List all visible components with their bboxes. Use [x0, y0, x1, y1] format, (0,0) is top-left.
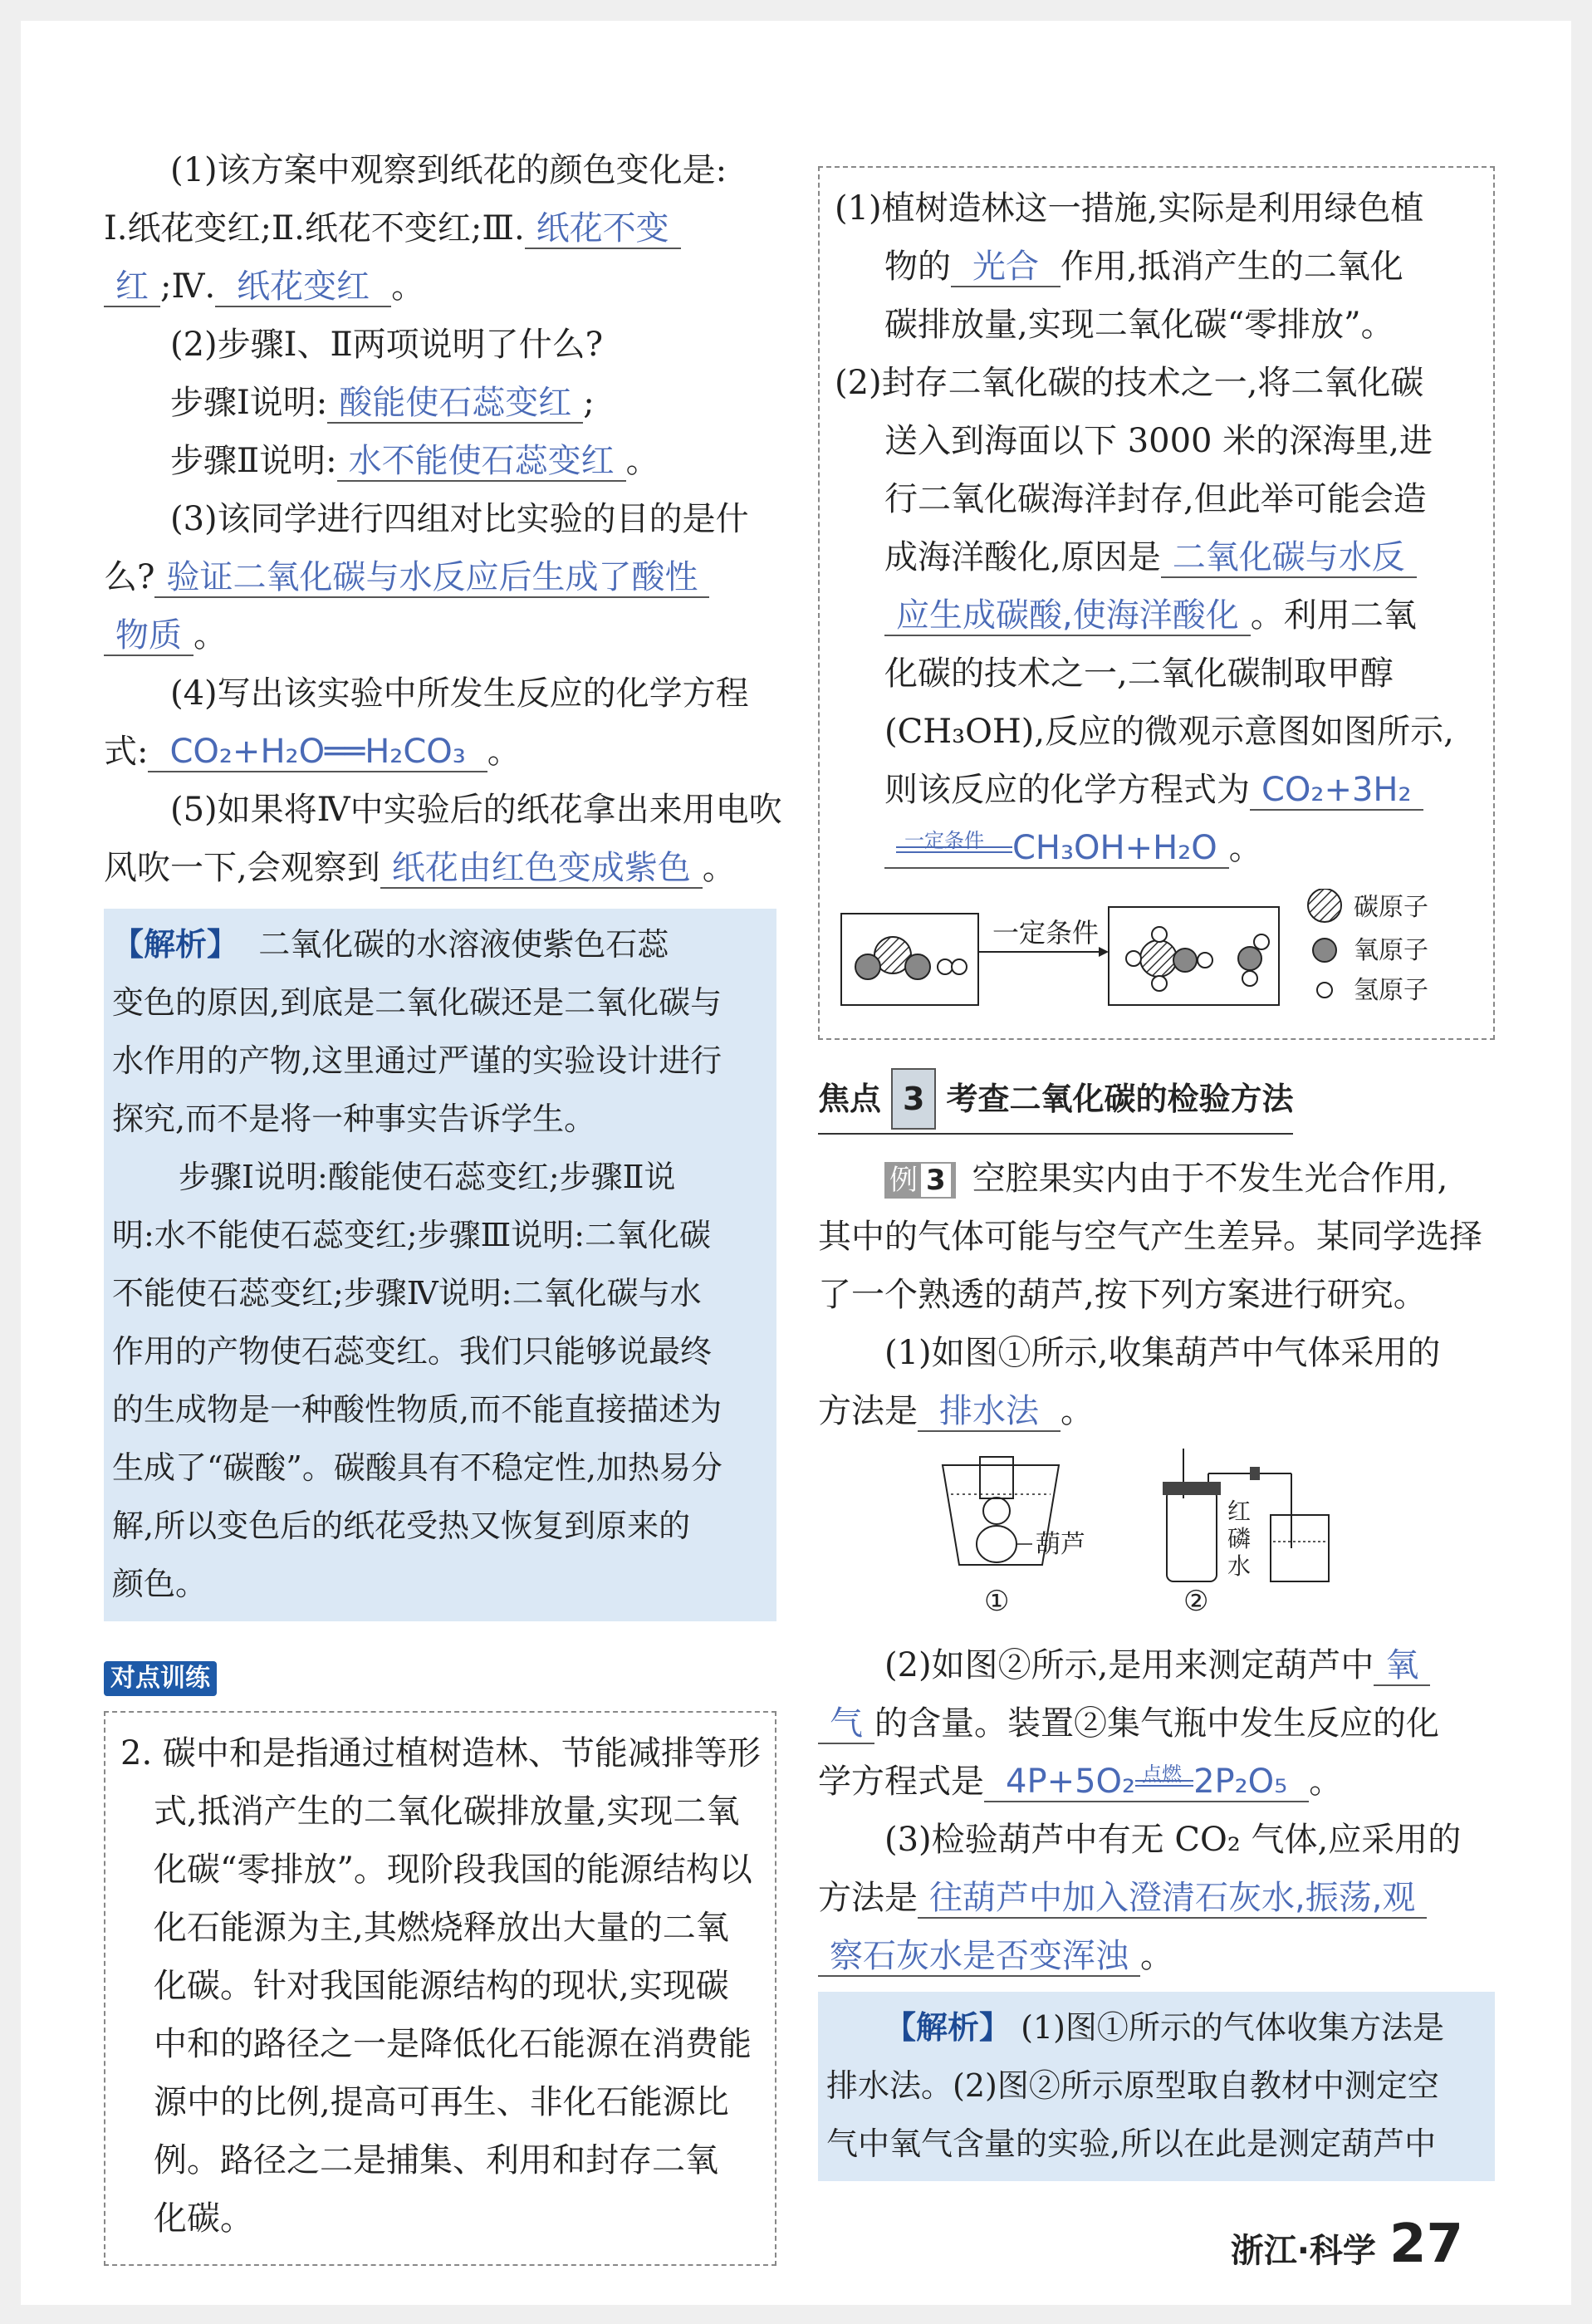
analysis-line: 明:水不能使石蕊变红;步骤Ⅲ说明:二氧化碳 [112, 1217, 712, 1253]
r2-line1: (2)封存二氧化碳的技术之一,将二氧化碳 [835, 364, 1424, 402]
e2-line1 [818, 1636, 1495, 1694]
q4-end: 。 [487, 733, 521, 771]
ex-line1 [818, 1150, 1495, 1208]
e2-answer-rhs: 2P₂O₅ [1193, 1763, 1288, 1801]
r2-line5 [835, 586, 1478, 645]
q3-end: 。 [193, 616, 227, 655]
q3-answer-2: 物质 [104, 616, 193, 656]
footer-text: 浙江·科学 [1230, 2232, 1376, 2270]
hydrogen-atom [952, 959, 967, 974]
r1-line2 [835, 238, 1478, 296]
ex-line2: 其中的气体可能与空气产生差异。某同学选择 [818, 1218, 1482, 1256]
oxygen-atom [855, 954, 880, 979]
e3-answer-1: 往葫芦中加入澄清石灰水,振荡,观 [918, 1879, 1427, 1919]
r2-text-5: 。利用二氧 [1250, 596, 1417, 635]
analysis-line: 排水法。(2)图②所示原型取自教材中测定空 [826, 2067, 1439, 2104]
q3-line: (3)该同学进行四组对比实验的目的是什 [170, 500, 749, 538]
q1-text: Ⅰ.纸花变红;Ⅱ.纸花不变红;Ⅲ. [104, 209, 525, 248]
analysis-line: 变色的原因,到底是二氧化碳还是二氧化碳与 [112, 984, 723, 1021]
r2-line2: 送入到海面以下 3000 米的深海里,进 [884, 422, 1433, 460]
q2-b-answer: 水不能使石蕊变红 [337, 442, 626, 482]
equal-line-1 [896, 846, 1012, 848]
fig-number-2: ② [1183, 1585, 1209, 1618]
r2-line8 [835, 761, 1478, 819]
oxygen-atom [1173, 949, 1197, 972]
left-column [104, 141, 782, 2266]
e1-line1: (1)如图①所示,收集葫芦中气体采用的 [884, 1334, 1441, 1372]
e2-answer-lhs: 4P+5O₂ [1006, 1763, 1136, 1801]
legend-carbon-icon [1308, 889, 1341, 922]
analysis-text: (1)图①所示的气体收集方法是 [1021, 2009, 1444, 2046]
q1-answer-2: 纸花变红 [215, 267, 391, 307]
legend-carbon: 碳原子 [1354, 893, 1428, 922]
r2-text: 成海洋酸化,原因是 [884, 538, 1161, 576]
r2-line7: (CH₃OH),反应的微观示意图如图所示, [884, 713, 1454, 751]
q2-text-line: 中和的路径之一是降低化石能源在消费能 [154, 2025, 752, 2063]
r2-text-8: 则该反应的化学方程式为 [884, 771, 1250, 809]
q5-line1: (5)如果将Ⅳ中实验后的纸花拿出来用电吹 [170, 791, 782, 829]
q1-line3 [104, 257, 776, 316]
e2-text: (2)如图②所示,是用来测定葫芦中 [884, 1646, 1374, 1684]
q3-prefix: 么? [104, 558, 155, 596]
e3-text: 方法是 [818, 1879, 918, 1917]
legend-oxygen: 氧原子 [1354, 936, 1428, 965]
analysis-line: 颜色。 [112, 1566, 208, 1602]
q2-b [104, 432, 776, 490]
ignite-label: 点燃 [1142, 1763, 1183, 1786]
q5-line2 [104, 839, 776, 897]
page [21, 21, 1571, 2305]
training-box [104, 1711, 776, 2266]
hydrogen-atom [1152, 927, 1167, 942]
analysis-block-left [104, 909, 776, 1621]
analysis-line: 不能使石蕊变红;步骤Ⅳ说明:二氧化碳与水 [112, 1275, 702, 1312]
hydrogen-atom [938, 959, 953, 974]
legend-hydrogen: 氢原子 [1354, 976, 1428, 1005]
hydrogen-atom [1198, 953, 1212, 968]
analysis-block-right [818, 1992, 1495, 2181]
ex-text: 空腔果实内由于不发生光合作用, [972, 1160, 1448, 1198]
analysis-line-0 [112, 915, 768, 973]
q2-a-label: 步骤Ⅰ说明: [170, 384, 328, 422]
gas-bottle [1167, 1490, 1217, 1581]
e3-line1: (3)检验葫芦中有无 CO₂ 气体,应采用的 [884, 1821, 1462, 1859]
analysis-line: 作用的产物使石蕊变红。我们只能够说最终 [112, 1333, 713, 1370]
q2-text-line: 源中的比例,提高可再生、非化石能源比 [154, 2083, 729, 2121]
hydrogen-atom [1152, 976, 1167, 991]
q1-answer-1b: 红 [104, 267, 160, 307]
e2-answer-1: 氧 [1374, 1646, 1430, 1686]
e1-text: 方法是 [818, 1392, 918, 1430]
analysis-line: 的生成物是一种酸性物质,而不能直接描述为 [112, 1391, 723, 1428]
arrow-head [1099, 947, 1109, 957]
inverted-bottle [980, 1457, 1013, 1498]
ignite-equal [1135, 1763, 1193, 1800]
stopper [1163, 1482, 1221, 1495]
legend-oxygen-icon [1313, 939, 1336, 962]
hydrogen-atom [1242, 971, 1257, 986]
training-badge: 对点训练 [104, 1661, 217, 1696]
example-number: 3 [921, 1164, 951, 1197]
q2-line: (2)步骤Ⅰ、Ⅱ两项说明了什么? [170, 326, 604, 364]
q2-a [104, 374, 776, 432]
q1-answer-1a: 纸花不变 [525, 209, 681, 249]
phos-label-1: 红 [1227, 1498, 1252, 1525]
q1-line2 [104, 199, 776, 257]
r2-answer-3: CO₂+3H₂ [1250, 771, 1423, 811]
r2-end: 。 [1228, 829, 1262, 867]
e1-end: 。 [1061, 1392, 1094, 1430]
r2-line6: 化碳的技术之一,二氧化碳制取甲醇 [884, 655, 1394, 693]
equal-line-2 [1135, 1785, 1193, 1787]
hydrogen-atom [1126, 951, 1141, 966]
e2-text-2: 的含量。装置②集气瓶中发生反应的化 [874, 1704, 1439, 1743]
q4-answer-line [104, 723, 776, 781]
q5-end: 。 [702, 849, 736, 887]
e2-answer-2: 气 [818, 1704, 874, 1744]
molecule-diagram [835, 889, 1482, 1022]
q2-text-line: 化碳。针对我国能源结构的现状,实现碳 [154, 1967, 729, 2005]
q4-prefix: 式: [104, 733, 149, 771]
q5-text: 风吹一下,会观察到 [104, 849, 380, 887]
legend-hydrogen-icon [1317, 983, 1332, 998]
e2-end: 。 [1309, 1763, 1343, 1801]
e3-end: 。 [1140, 1937, 1173, 1975]
analysis-line: 步骤Ⅰ说明:酸能使石蕊变红;步骤Ⅱ说 [179, 1159, 676, 1195]
r2-answer-4-text: CH₃OH+H₂O [1012, 829, 1217, 867]
gourd-top [983, 1498, 1010, 1524]
r1-line3: 碳排放量,实现二氧化碳“零排放”。 [884, 306, 1394, 344]
beaker [1271, 1515, 1329, 1581]
e2-answer-3 [984, 1763, 1309, 1802]
condition-equal [896, 829, 1012, 866]
analysis-line: 水作用的产物,这里通过严谨的实验设计进行 [112, 1042, 723, 1079]
e3-answer-2: 察石灰水是否变浑浊 [818, 1937, 1140, 1977]
right-column [818, 166, 1495, 2181]
analysis-text: 二氧化碳的水溶液使紫色石蕊 [258, 926, 669, 963]
q3-answer-1: 验证二氧化碳与水反应后生成了酸性 [154, 558, 709, 598]
fig-number-1: ① [984, 1585, 1010, 1618]
r2-line3: 行二氧化碳海洋封存,但此举可能会造 [884, 480, 1427, 518]
continuation-box [818, 166, 1495, 1040]
r1-text: 物的 [884, 248, 951, 286]
water-label: 水 [1227, 1552, 1252, 1580]
r2-answer-1: 二氧化碳与水反 [1161, 538, 1417, 578]
q4-answer: CO₂+H₂O══H₂CO₃ [148, 733, 487, 772]
r2-line4 [835, 528, 1478, 586]
e2-text-3: 学方程式是 [818, 1763, 984, 1801]
e1-answer: 排水法 [918, 1392, 1061, 1432]
page-footer [1231, 2214, 1463, 2275]
gourd-bottom [977, 1526, 1016, 1562]
e2-line3 [818, 1753, 1495, 1811]
focus-title: 考查二氧化碳的检验方法 [946, 1081, 1294, 1117]
q2-text-line: 化石能源为主,其燃烧释放出大量的二氧 [154, 1909, 729, 1947]
r1-line1: (1)植树造林这一措施,实际是利用绿色植 [835, 189, 1424, 228]
e3-line2 [818, 1869, 1495, 1927]
q2-b-label: 步骤Ⅱ说明: [170, 442, 337, 480]
r2-answer-2: 应生成碳酸,使海洋酸化 [884, 596, 1251, 636]
analysis-line: 探究,而不是将一种事实告诉学生。 [112, 1101, 596, 1137]
phos-label-2: 磷 [1227, 1525, 1252, 1552]
q2-text-line: 化碳“零排放”。现阶段我国的能源结构以 [154, 1851, 752, 1889]
r1-text-2: 作用,抵消产生的二氧化 [1061, 248, 1403, 286]
apparatus-figure [818, 1449, 1495, 1631]
oxygen-atom [1238, 947, 1261, 970]
analysis-line: 生成了“碳酸”。碳酸具有不稳定性,加热易分 [112, 1449, 723, 1486]
focus-number: 3 [891, 1068, 936, 1130]
q2-b-end: 。 [625, 442, 659, 480]
analysis-line: 气中氧气含量的实验,所以在此是测定葫芦中 [826, 2125, 1437, 2162]
q3-answer-line2 [104, 606, 776, 664]
training-section [104, 1646, 776, 2266]
hydrogen-atom [1254, 934, 1269, 949]
q2-text-line: 化碳。 [154, 2199, 253, 2238]
analysis-line: 解,所以变色后的纸花受热又恢复到原来的 [112, 1508, 691, 1544]
r2-line9 [835, 819, 1478, 877]
example-label: 例 [889, 1164, 918, 1197]
q3-answer-line [104, 548, 776, 606]
q2-text-line: 例。路径之二是捕集、利用和封存二氧 [154, 2141, 718, 2179]
clamp-icon [1250, 1467, 1260, 1480]
q2-text-line: 2. 碳中和是指通过植树造林、节能减排等形 [120, 1734, 761, 1772]
q5-answer: 纸花由红色变成紫色 [380, 849, 703, 889]
q2-a-answer: 酸能使石蕊变红 [327, 384, 583, 424]
e2-line2 [818, 1694, 1495, 1753]
q1-text-4: ;Ⅳ. [160, 267, 216, 306]
q2-a-end: ; [583, 384, 595, 422]
ex-line3: 了一个熟透的葫芦,按下列方案进行研究。 [818, 1276, 1427, 1314]
e3-line3 [818, 1927, 1495, 1985]
example-badge [884, 1162, 956, 1199]
q2-text-line: 式,抵消产生的二氧化碳排放量,实现二氧 [154, 1792, 740, 1831]
condition-label: 一定条件 [904, 829, 984, 852]
arrow-label: 一定条件 [992, 917, 1100, 949]
focus-title-block [818, 1068, 1293, 1135]
page-number: 27 [1389, 2214, 1463, 2275]
q4-line: (4)写出该实验中所发生反应的化学方程 [170, 674, 749, 713]
r2-answer-4 [884, 829, 1229, 869]
oxygen-atom [905, 954, 930, 979]
analysis-tag: 【解析】 [884, 2008, 1012, 2046]
q1-end: 。 [391, 267, 425, 306]
analysis-line-0 [826, 1998, 1487, 2057]
equal-line-2 [896, 851, 1012, 853]
equal-line-1 [1135, 1780, 1193, 1782]
carbon-atom [1140, 940, 1177, 977]
focus-heading [818, 1068, 1495, 1135]
q1-line1: (1)该方案中观察到纸花的颜色变化是: [170, 151, 727, 189]
analysis-tag: 【解析】 [112, 925, 239, 963]
r1-answer: 光合 [951, 248, 1061, 287]
gourd-label: 葫芦 [1036, 1530, 1085, 1559]
e1-line2 [818, 1382, 1495, 1440]
focus-label: 焦点 [818, 1081, 882, 1117]
